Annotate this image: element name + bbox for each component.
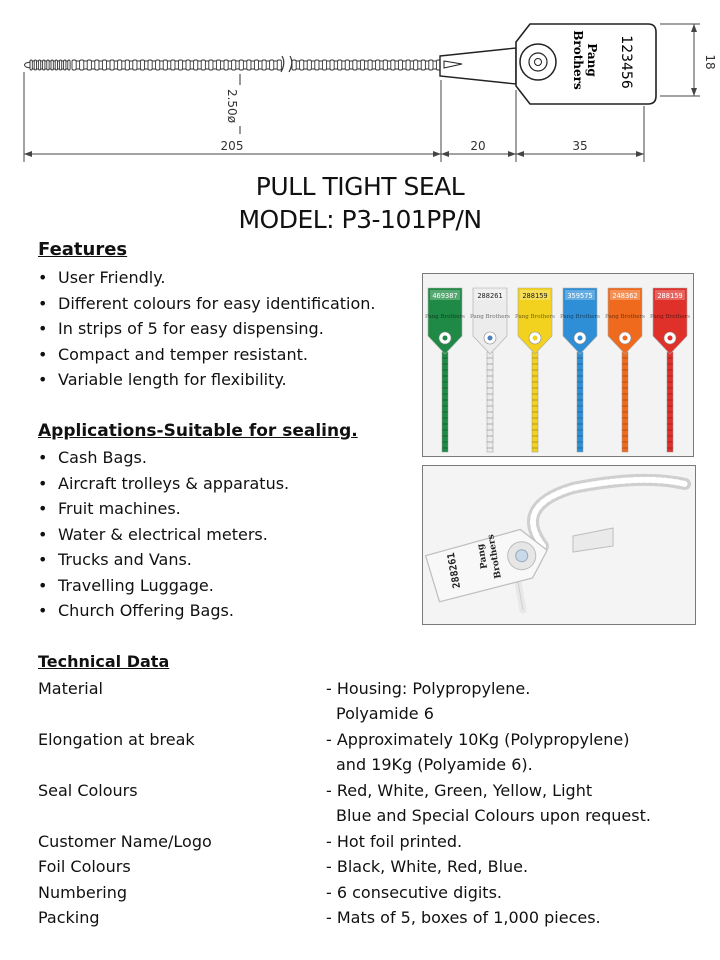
- drawing-serial: 123456: [618, 35, 634, 89]
- feature-item: • Variable length for flexibility.: [38, 367, 376, 393]
- seal-number: 288159: [522, 292, 548, 300]
- feature-item: • User Friendly.: [38, 265, 376, 291]
- tech-row-material-cont: [38, 701, 698, 727]
- tech-row-elongation-cont: [38, 752, 698, 778]
- seal-brand: Pang Brothers: [425, 314, 465, 320]
- application-item: • Water & electrical meters.: [38, 522, 289, 548]
- application-item: • Trucks and Vans.: [38, 547, 289, 573]
- seal-brand: Pang Brothers: [605, 314, 645, 320]
- dim-diameter: 2.50ø: [225, 88, 239, 124]
- tech-label: Numbering: [38, 883, 128, 902]
- tech-value-cont: Polyamide 6: [336, 704, 434, 723]
- applications-heading: Applications-Suitable for sealing.: [38, 421, 358, 441]
- tech-row-elongation: [38, 727, 698, 753]
- features-heading: Features: [38, 239, 128, 260]
- technical-drawing: [0, 0, 720, 170]
- tech-row-colours: [38, 778, 698, 804]
- tech-row-packing: [38, 905, 698, 931]
- drawing-brand-line2: Brothers: [571, 30, 585, 90]
- photo2-brand-line2: Brothers: [486, 533, 504, 580]
- seal-brand: Pang Brothers: [650, 314, 690, 320]
- product-title: PULL TIGHT SEAL: [255, 172, 465, 201]
- tech-value: - Mats of 5, boxes of 1,000 pieces.: [326, 908, 601, 927]
- colored-seals-illustration: [423, 274, 693, 456]
- tech-value: - Black, White, Red, Blue.: [326, 857, 529, 876]
- photo2-brand-line1: Pang: [475, 543, 491, 570]
- dim-height: 18: [703, 54, 717, 70]
- dim-tag: 35: [572, 139, 588, 153]
- colored-seals-photo: [422, 273, 694, 457]
- features-list: [38, 265, 376, 393]
- tech-value: - Approximately 10Kg (Polypropylene): [326, 730, 630, 749]
- tech-label: Elongation at break: [38, 730, 195, 749]
- seal-brand: Pang Brothers: [515, 314, 555, 320]
- seal-brand: Pang Brothers: [470, 314, 510, 320]
- tech-value: - Red, White, Green, Yellow, Light: [326, 781, 593, 800]
- single-seal-illustration: [423, 466, 695, 624]
- tech-value: - 6 consecutive digits.: [326, 883, 502, 902]
- tech-row-material: [38, 676, 698, 702]
- seal-number: 359575: [567, 292, 593, 300]
- technical-heading: Technical Data: [38, 652, 170, 671]
- dim-total: 205: [220, 139, 244, 153]
- tech-value: - Hot foil printed.: [326, 832, 463, 851]
- seal-strap-drawing: [30, 60, 441, 70]
- seal-number: 288261: [477, 292, 503, 300]
- tech-label: Seal Colours: [38, 781, 138, 800]
- drawing-brand-line1: Pang: [585, 43, 599, 77]
- feature-item: • In strips of 5 for easy dispensing.: [38, 316, 376, 342]
- tech-value: - Housing: Polypropylene.: [326, 679, 531, 698]
- tech-label: Material: [38, 679, 103, 698]
- application-item: • Travelling Luggage.: [38, 573, 289, 599]
- applications-list: [38, 445, 289, 624]
- dim-mid: 20: [470, 139, 486, 153]
- seal-brand: Pang Brothers: [560, 314, 600, 320]
- tech-row-colours-cont: [38, 803, 698, 829]
- tech-row-foil: [38, 854, 698, 880]
- seal-number: 469387: [432, 292, 458, 300]
- tech-row-numbering: [38, 880, 698, 906]
- tech-value-cont: and 19Kg (Polyamide 6).: [336, 755, 533, 774]
- application-item: • Church Offering Bags.: [38, 598, 289, 624]
- seal-number: 288159: [657, 292, 683, 300]
- model-title: MODEL: P3-101PP/N: [238, 205, 482, 234]
- application-item: • Aircraft trolleys & apparatus.: [38, 471, 289, 497]
- feature-item: • Compact and temper resistant.: [38, 342, 376, 368]
- photo2-serial: 288261: [445, 551, 464, 590]
- feature-item: • Different colours for easy identification.: [38, 291, 376, 317]
- tech-label: Packing: [38, 908, 100, 927]
- tech-label: Customer Name/Logo: [38, 832, 212, 851]
- tech-value-cont: Blue and Special Colours upon request.: [336, 806, 651, 825]
- single-seal-photo: [422, 465, 696, 625]
- seal-number: 248362: [612, 292, 638, 300]
- tech-row-logo: [38, 829, 698, 855]
- application-item: • Fruit machines.: [38, 496, 289, 522]
- tech-label: Foil Colours: [38, 857, 131, 876]
- application-item: • Cash Bags.: [38, 445, 289, 471]
